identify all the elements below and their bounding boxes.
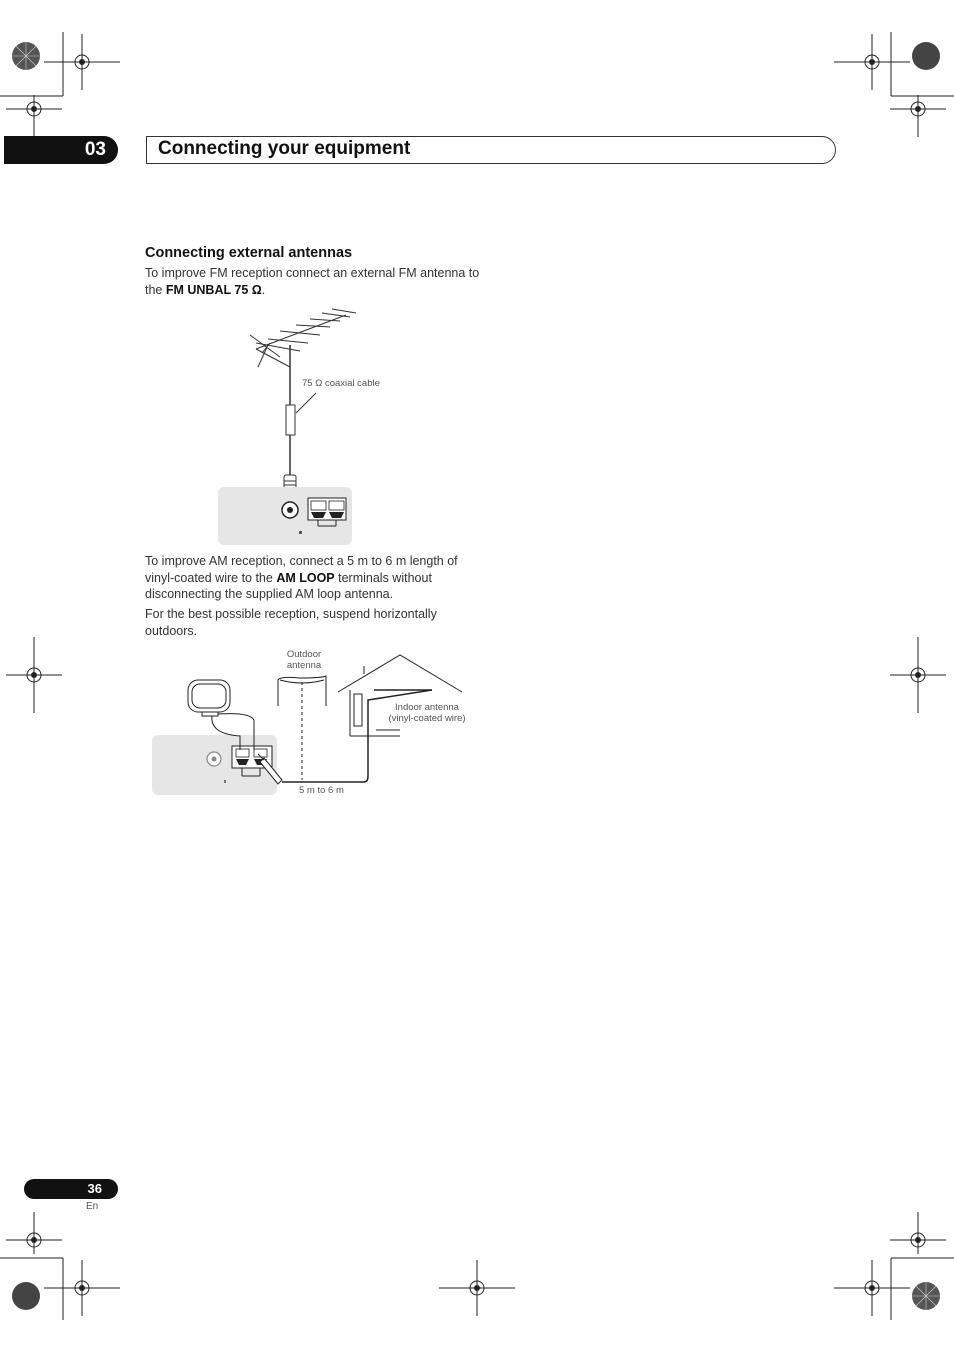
am-intro-text: To improve AM reception, connect a 5 m to 6 m length of vinyl-coated wire to the (145, 554, 458, 585)
outdoor-antenna-label-line1: Outdoor (286, 649, 322, 660)
am-rest-text: terminals without disconnecting the supplied AM loop antenna. (145, 570, 432, 601)
chapter-number: 03 (84, 139, 106, 160)
indoor-antenna-label-line2: (vinyl-coated wire) (388, 713, 466, 724)
fm-antenna-diagram (210, 305, 360, 550)
fm-intro-text: To improve FM reception connect an external FM antenna to the (145, 266, 480, 297)
chapter-title: Connecting your equipment (158, 138, 411, 159)
outdoor-antenna-label-line2: antenna (286, 660, 322, 671)
coaxial-cable-label: 75 Ω coaxial cable (302, 378, 380, 389)
indoor-antenna-label-line1: Indoor antenna (395, 702, 459, 713)
fm-end-text: . (261, 282, 266, 297)
language-code: En (86, 1201, 99, 1212)
page-number: 36 (87, 1181, 102, 1196)
fm-paragraph (145, 265, 483, 298)
am-paragraph (145, 553, 483, 603)
page-number-badge (24, 1179, 118, 1199)
wire-length-label: 5 m to 6 m (299, 785, 344, 796)
chapter-title-bar (146, 136, 836, 164)
am-antenna-diagram (150, 650, 480, 800)
section-heading: Connecting external antennas (145, 245, 353, 261)
fm-terminal-name: FM UNBAL 75 Ω (165, 282, 262, 297)
reception-tip: For the best possible reception, suspend horizontally outdoors. (145, 607, 437, 638)
am-terminal-name: AM LOOP (276, 570, 335, 585)
outdoor-antenna-label (276, 649, 332, 671)
indoor-antenna-label (380, 702, 474, 724)
antenna-element (258, 345, 268, 367)
chapter-number-badge (4, 136, 118, 164)
